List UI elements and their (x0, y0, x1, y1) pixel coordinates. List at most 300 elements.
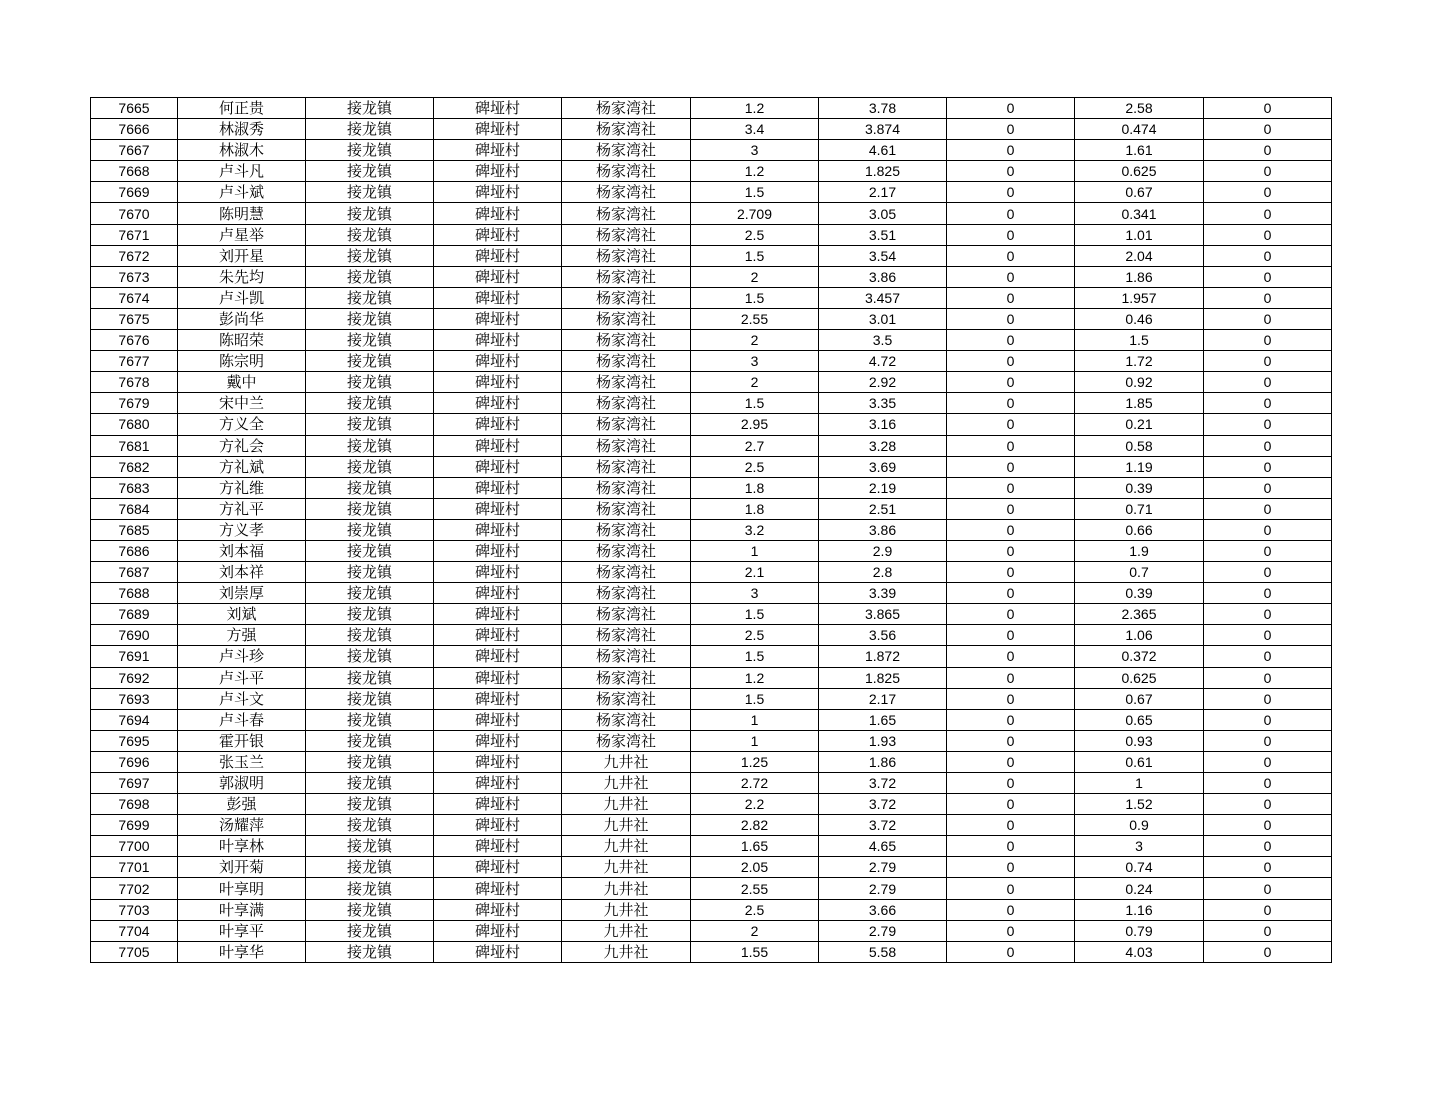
value-b-cell: 3.16 (819, 414, 947, 435)
value-a-cell: 2.95 (691, 414, 819, 435)
name-cell: 卢斗斌 (178, 182, 306, 203)
village-cell: 碑垭村 (434, 646, 562, 667)
value-c-cell: 0 (947, 330, 1075, 351)
value-b-cell: 2.17 (819, 688, 947, 709)
village-cell: 碑垭村 (434, 393, 562, 414)
value-a-cell: 1.5 (691, 393, 819, 414)
name-cell: 叶享明 (178, 878, 306, 899)
table-row (91, 140, 1332, 161)
name-cell: 陈宗明 (178, 351, 306, 372)
group-cell: 九井社 (562, 878, 691, 899)
value-c-cell: 0 (947, 688, 1075, 709)
value-e-cell: 0 (1204, 604, 1332, 625)
value-b-cell: 2.9 (819, 540, 947, 561)
table-row (91, 836, 1332, 857)
village-cell: 碑垭村 (434, 435, 562, 456)
town-cell: 接龙镇 (306, 794, 434, 815)
town-cell: 接龙镇 (306, 815, 434, 836)
town-cell: 接龙镇 (306, 773, 434, 794)
value-e-cell: 0 (1204, 519, 1332, 540)
value-d-cell: 0.21 (1075, 414, 1204, 435)
value-d-cell: 0.46 (1075, 308, 1204, 329)
value-e-cell: 0 (1204, 435, 1332, 456)
id-cell: 7689 (91, 604, 178, 625)
value-c-cell: 0 (947, 477, 1075, 498)
value-b-cell: 3.72 (819, 794, 947, 815)
group-cell: 杨家湾社 (562, 667, 691, 688)
village-cell: 碑垭村 (434, 245, 562, 266)
group-cell: 九井社 (562, 857, 691, 878)
group-cell: 杨家湾社 (562, 224, 691, 245)
village-cell: 碑垭村 (434, 308, 562, 329)
name-cell: 陈明慧 (178, 203, 306, 224)
town-cell: 接龙镇 (306, 393, 434, 414)
id-cell: 7669 (91, 182, 178, 203)
id-cell: 7677 (91, 351, 178, 372)
value-c-cell: 0 (947, 878, 1075, 899)
village-cell: 碑垭村 (434, 161, 562, 182)
town-cell: 接龙镇 (306, 140, 434, 161)
group-cell: 杨家湾社 (562, 140, 691, 161)
value-e-cell: 0 (1204, 709, 1332, 730)
table-row (91, 224, 1332, 245)
table-row (91, 308, 1332, 329)
village-cell: 碑垭村 (434, 625, 562, 646)
value-b-cell: 4.72 (819, 351, 947, 372)
id-cell: 7700 (91, 836, 178, 857)
value-d-cell: 1.01 (1075, 224, 1204, 245)
value-e-cell: 0 (1204, 540, 1332, 561)
village-cell: 碑垭村 (434, 836, 562, 857)
value-e-cell: 0 (1204, 308, 1332, 329)
value-e-cell: 0 (1204, 836, 1332, 857)
group-cell: 杨家湾社 (562, 119, 691, 140)
village-cell: 碑垭村 (434, 224, 562, 245)
group-cell: 杨家湾社 (562, 562, 691, 583)
name-cell: 张玉兰 (178, 751, 306, 772)
id-cell: 7675 (91, 308, 178, 329)
value-c-cell: 0 (947, 182, 1075, 203)
value-c-cell: 0 (947, 625, 1075, 646)
town-cell: 接龙镇 (306, 477, 434, 498)
value-b-cell: 3.35 (819, 393, 947, 414)
value-a-cell: 2.05 (691, 857, 819, 878)
table-row (91, 625, 1332, 646)
value-d-cell: 0.625 (1075, 667, 1204, 688)
value-b-cell: 2.79 (819, 857, 947, 878)
value-b-cell: 3.54 (819, 245, 947, 266)
town-cell: 接龙镇 (306, 540, 434, 561)
value-c-cell: 0 (947, 435, 1075, 456)
id-cell: 7676 (91, 330, 178, 351)
id-cell: 7665 (91, 98, 178, 119)
name-cell: 刘开星 (178, 245, 306, 266)
id-cell: 7666 (91, 119, 178, 140)
id-cell: 7683 (91, 477, 178, 498)
id-cell: 7686 (91, 540, 178, 561)
name-cell: 刘本祥 (178, 562, 306, 583)
value-a-cell: 1.2 (691, 161, 819, 182)
value-e-cell: 0 (1204, 372, 1332, 393)
group-cell: 杨家湾社 (562, 287, 691, 308)
village-cell: 碑垭村 (434, 583, 562, 604)
value-d-cell: 0.66 (1075, 519, 1204, 540)
value-e-cell: 0 (1204, 878, 1332, 899)
value-a-cell: 2.2 (691, 794, 819, 815)
table-row (91, 266, 1332, 287)
town-cell: 接龙镇 (306, 266, 434, 287)
id-cell: 7694 (91, 709, 178, 730)
id-cell: 7671 (91, 224, 178, 245)
town-cell: 接龙镇 (306, 98, 434, 119)
group-cell: 杨家湾社 (562, 161, 691, 182)
value-c-cell: 0 (947, 899, 1075, 920)
table-row (91, 709, 1332, 730)
village-cell: 碑垭村 (434, 456, 562, 477)
value-a-cell: 1 (691, 709, 819, 730)
id-cell: 7674 (91, 287, 178, 308)
value-a-cell: 2 (691, 372, 819, 393)
name-cell: 彭强 (178, 794, 306, 815)
value-b-cell: 3.78 (819, 98, 947, 119)
value-b-cell: 2.79 (819, 920, 947, 941)
town-cell: 接龙镇 (306, 688, 434, 709)
id-cell: 7688 (91, 583, 178, 604)
value-a-cell: 1.5 (691, 182, 819, 203)
value-a-cell: 2.5 (691, 899, 819, 920)
town-cell: 接龙镇 (306, 709, 434, 730)
village-cell: 碑垭村 (434, 540, 562, 561)
value-e-cell: 0 (1204, 456, 1332, 477)
value-a-cell: 1.5 (691, 688, 819, 709)
town-cell: 接龙镇 (306, 224, 434, 245)
village-cell: 碑垭村 (434, 920, 562, 941)
value-d-cell: 1.5 (1075, 330, 1204, 351)
value-b-cell: 3.86 (819, 519, 947, 540)
name-cell: 方礼会 (178, 435, 306, 456)
id-cell: 7702 (91, 878, 178, 899)
value-d-cell: 0.24 (1075, 878, 1204, 899)
value-b-cell: 2.8 (819, 562, 947, 583)
value-d-cell: 3 (1075, 836, 1204, 857)
value-d-cell: 0.67 (1075, 182, 1204, 203)
town-cell: 接龙镇 (306, 161, 434, 182)
value-e-cell: 0 (1204, 730, 1332, 751)
value-d-cell: 2.04 (1075, 245, 1204, 266)
value-b-cell: 4.61 (819, 140, 947, 161)
value-c-cell: 0 (947, 266, 1075, 287)
name-cell: 朱先均 (178, 266, 306, 287)
value-d-cell: 4.03 (1075, 941, 1204, 962)
group-cell: 杨家湾社 (562, 730, 691, 751)
table-row (91, 751, 1332, 772)
value-a-cell: 1 (691, 730, 819, 751)
value-a-cell: 1.55 (691, 941, 819, 962)
value-c-cell: 0 (947, 119, 1075, 140)
town-cell: 接龙镇 (306, 351, 434, 372)
town-cell: 接龙镇 (306, 372, 434, 393)
value-d-cell: 0.39 (1075, 583, 1204, 604)
value-a-cell: 2 (691, 920, 819, 941)
value-b-cell: 1.872 (819, 646, 947, 667)
id-cell: 7699 (91, 815, 178, 836)
name-cell: 卢斗平 (178, 667, 306, 688)
value-c-cell: 0 (947, 730, 1075, 751)
id-cell: 7698 (91, 794, 178, 815)
value-b-cell: 2.79 (819, 878, 947, 899)
table-row (91, 414, 1332, 435)
village-cell: 碑垭村 (434, 773, 562, 794)
value-d-cell: 2.58 (1075, 98, 1204, 119)
table-row (91, 203, 1332, 224)
town-cell: 接龙镇 (306, 857, 434, 878)
town-cell: 接龙镇 (306, 308, 434, 329)
value-c-cell: 0 (947, 372, 1075, 393)
value-c-cell: 0 (947, 709, 1075, 730)
table-row (91, 351, 1332, 372)
group-cell: 九井社 (562, 920, 691, 941)
value-a-cell: 2.709 (691, 203, 819, 224)
value-e-cell: 0 (1204, 583, 1332, 604)
name-cell: 刘斌 (178, 604, 306, 625)
value-d-cell: 0.93 (1075, 730, 1204, 751)
value-c-cell: 0 (947, 519, 1075, 540)
value-c-cell: 0 (947, 287, 1075, 308)
value-b-cell: 3.05 (819, 203, 947, 224)
table-row (91, 688, 1332, 709)
group-cell: 杨家湾社 (562, 709, 691, 730)
value-d-cell: 0.341 (1075, 203, 1204, 224)
value-b-cell: 3.69 (819, 456, 947, 477)
value-c-cell: 0 (947, 646, 1075, 667)
group-cell: 九井社 (562, 899, 691, 920)
value-c-cell: 0 (947, 351, 1075, 372)
value-b-cell: 3.01 (819, 308, 947, 329)
town-cell: 接龙镇 (306, 498, 434, 519)
value-b-cell: 4.65 (819, 836, 947, 857)
value-c-cell: 0 (947, 815, 1075, 836)
value-c-cell: 0 (947, 540, 1075, 561)
name-cell: 林淑秀 (178, 119, 306, 140)
value-b-cell: 3.39 (819, 583, 947, 604)
value-d-cell: 0.79 (1075, 920, 1204, 941)
town-cell: 接龙镇 (306, 899, 434, 920)
value-e-cell: 0 (1204, 245, 1332, 266)
value-d-cell: 0.71 (1075, 498, 1204, 519)
value-d-cell: 0.58 (1075, 435, 1204, 456)
table-row (91, 456, 1332, 477)
table-row (91, 773, 1332, 794)
value-b-cell: 5.58 (819, 941, 947, 962)
value-e-cell: 0 (1204, 667, 1332, 688)
value-e-cell: 0 (1204, 351, 1332, 372)
value-d-cell: 1.16 (1075, 899, 1204, 920)
name-cell: 叶享林 (178, 836, 306, 857)
group-cell: 杨家湾社 (562, 498, 691, 519)
value-a-cell: 1.5 (691, 245, 819, 266)
value-b-cell: 3.28 (819, 435, 947, 456)
table-row (91, 730, 1332, 751)
town-cell: 接龙镇 (306, 330, 434, 351)
value-c-cell: 0 (947, 794, 1075, 815)
value-c-cell: 0 (947, 393, 1075, 414)
value-c-cell: 0 (947, 941, 1075, 962)
value-a-cell: 2.5 (691, 625, 819, 646)
value-e-cell: 0 (1204, 182, 1332, 203)
id-cell: 7697 (91, 773, 178, 794)
value-e-cell: 0 (1204, 773, 1332, 794)
value-c-cell: 0 (947, 920, 1075, 941)
value-d-cell: 0.474 (1075, 119, 1204, 140)
value-b-cell: 3.865 (819, 604, 947, 625)
table-row (91, 899, 1332, 920)
id-cell: 7684 (91, 498, 178, 519)
table-row (91, 393, 1332, 414)
village-cell: 碑垭村 (434, 477, 562, 498)
id-cell: 7670 (91, 203, 178, 224)
group-cell: 九井社 (562, 815, 691, 836)
id-cell: 7701 (91, 857, 178, 878)
value-a-cell: 1.8 (691, 498, 819, 519)
name-cell: 汤耀萍 (178, 815, 306, 836)
table-row (91, 794, 1332, 815)
name-cell: 戴中 (178, 372, 306, 393)
village-cell: 碑垭村 (434, 604, 562, 625)
name-cell: 林淑木 (178, 140, 306, 161)
group-cell: 杨家湾社 (562, 540, 691, 561)
table-row (91, 540, 1332, 561)
id-cell: 7672 (91, 245, 178, 266)
value-d-cell: 1.72 (1075, 351, 1204, 372)
village-cell: 碑垭村 (434, 562, 562, 583)
group-cell: 杨家湾社 (562, 414, 691, 435)
value-b-cell: 1.825 (819, 161, 947, 182)
name-cell: 叶享华 (178, 941, 306, 962)
value-e-cell: 0 (1204, 414, 1332, 435)
group-cell: 杨家湾社 (562, 351, 691, 372)
value-e-cell: 0 (1204, 203, 1332, 224)
value-c-cell: 0 (947, 161, 1075, 182)
town-cell: 接龙镇 (306, 625, 434, 646)
village-cell: 碑垭村 (434, 203, 562, 224)
village-cell: 碑垭村 (434, 287, 562, 308)
name-cell: 彭尚华 (178, 308, 306, 329)
value-a-cell: 2.5 (691, 456, 819, 477)
town-cell: 接龙镇 (306, 456, 434, 477)
id-cell: 7695 (91, 730, 178, 751)
group-cell: 九井社 (562, 941, 691, 962)
name-cell: 卢斗春 (178, 709, 306, 730)
value-d-cell: 0.7 (1075, 562, 1204, 583)
village-cell: 碑垭村 (434, 688, 562, 709)
id-cell: 7685 (91, 519, 178, 540)
value-c-cell: 0 (947, 498, 1075, 519)
value-d-cell: 1.06 (1075, 625, 1204, 646)
id-cell: 7692 (91, 667, 178, 688)
town-cell: 接龙镇 (306, 435, 434, 456)
value-a-cell: 3 (691, 140, 819, 161)
value-b-cell: 3.72 (819, 815, 947, 836)
village-cell: 碑垭村 (434, 498, 562, 519)
id-cell: 7673 (91, 266, 178, 287)
value-e-cell: 0 (1204, 646, 1332, 667)
value-c-cell: 0 (947, 308, 1075, 329)
town-cell: 接龙镇 (306, 836, 434, 857)
table-row (91, 941, 1332, 962)
name-cell: 郭淑明 (178, 773, 306, 794)
value-b-cell: 3.5 (819, 330, 947, 351)
village-cell: 碑垭村 (434, 709, 562, 730)
village-cell: 碑垭村 (434, 857, 562, 878)
value-c-cell: 0 (947, 245, 1075, 266)
value-a-cell: 1.5 (691, 604, 819, 625)
table-row (91, 372, 1332, 393)
value-a-cell: 2.7 (691, 435, 819, 456)
value-a-cell: 2.82 (691, 815, 819, 836)
table-row (91, 287, 1332, 308)
group-cell: 杨家湾社 (562, 456, 691, 477)
group-cell: 杨家湾社 (562, 583, 691, 604)
village-cell: 碑垭村 (434, 182, 562, 203)
village-cell: 碑垭村 (434, 330, 562, 351)
value-c-cell: 0 (947, 562, 1075, 583)
name-cell: 叶享平 (178, 920, 306, 941)
name-cell: 方礼平 (178, 498, 306, 519)
value-e-cell: 0 (1204, 941, 1332, 962)
group-cell: 杨家湾社 (562, 435, 691, 456)
village-cell: 碑垭村 (434, 899, 562, 920)
value-d-cell: 0.625 (1075, 161, 1204, 182)
table-row (91, 161, 1332, 182)
data-table (90, 97, 1332, 963)
village-cell: 碑垭村 (434, 140, 562, 161)
value-c-cell: 0 (947, 857, 1075, 878)
name-cell: 何正贵 (178, 98, 306, 119)
value-b-cell: 3.874 (819, 119, 947, 140)
id-cell: 7680 (91, 414, 178, 435)
group-cell: 杨家湾社 (562, 266, 691, 287)
town-cell: 接龙镇 (306, 414, 434, 435)
group-cell: 九井社 (562, 751, 691, 772)
value-e-cell: 0 (1204, 393, 1332, 414)
value-d-cell: 1.9 (1075, 540, 1204, 561)
value-a-cell: 2 (691, 330, 819, 351)
village-cell: 碑垭村 (434, 266, 562, 287)
value-b-cell: 1.86 (819, 751, 947, 772)
value-d-cell: 0.92 (1075, 372, 1204, 393)
id-cell: 7705 (91, 941, 178, 962)
group-cell: 九井社 (562, 836, 691, 857)
value-e-cell: 0 (1204, 287, 1332, 308)
table-row (91, 583, 1332, 604)
name-cell: 宋中兰 (178, 393, 306, 414)
name-cell: 刘本福 (178, 540, 306, 561)
name-cell: 卢斗凡 (178, 161, 306, 182)
value-a-cell: 1 (691, 540, 819, 561)
value-b-cell: 3.72 (819, 773, 947, 794)
value-c-cell: 0 (947, 98, 1075, 119)
town-cell: 接龙镇 (306, 519, 434, 540)
value-c-cell: 0 (947, 224, 1075, 245)
value-b-cell: 1.825 (819, 667, 947, 688)
value-a-cell: 3 (691, 583, 819, 604)
value-d-cell: 0.39 (1075, 477, 1204, 498)
id-cell: 7691 (91, 646, 178, 667)
id-cell: 7679 (91, 393, 178, 414)
village-cell: 碑垭村 (434, 372, 562, 393)
table-row (91, 519, 1332, 540)
town-cell: 接龙镇 (306, 203, 434, 224)
